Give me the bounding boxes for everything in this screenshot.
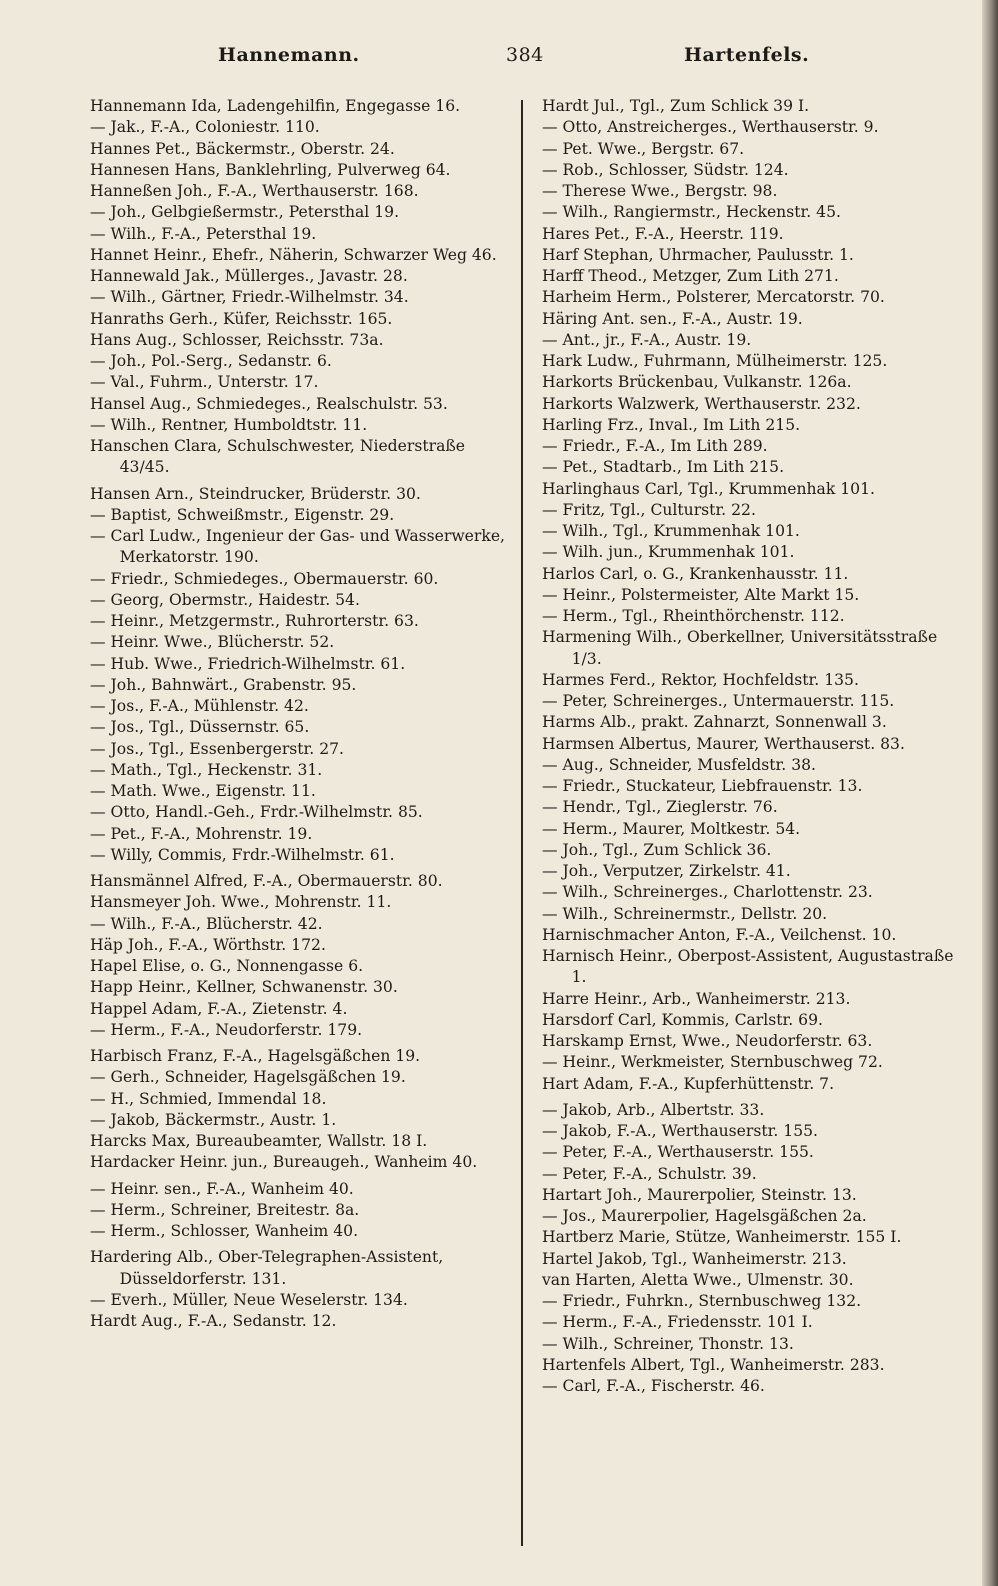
directory-entry: — H., Schmied, Immendal 18. xyxy=(90,1089,327,1108)
directory-entry: Harlos Carl, o. G., Krankenhausstr. 11. xyxy=(542,564,849,583)
directory-entry: — Peter, Schreinerges., Untermauerstr. 115. xyxy=(542,692,895,710)
directory-entry: Harmening Wilh., Oberkellner, Universitätsstraße 1/3. xyxy=(542,628,938,668)
directory-entry: — Peter, F.-A., Schulstr. 39. xyxy=(542,1164,757,1183)
directory-entry: — Jakob, Arb., Albertstr. 33. xyxy=(542,1100,765,1119)
column-divider xyxy=(521,100,523,1546)
directory-entry: — Wilh., Schreinerges., Charlottenstr. 23. xyxy=(542,883,873,902)
directory-entry: Harnischmacher Anton, F.-A., Veilchenst. 10. xyxy=(542,925,897,944)
directory-entry: Harmsen Albertus, Maurer, Werthauserst. 83. xyxy=(542,734,905,753)
directory-entry: — Jakob, F.-A., Werthauserstr. 155. xyxy=(542,1122,818,1140)
directory-entry: Harf Stephan, Uhrmacher, Paulusstr. 1. xyxy=(542,245,854,264)
directory-entry: — Wilh., Gärtner, Friedr.-Wilhelmstr. 34. xyxy=(90,288,409,307)
directory-entry: — Hendr., Tgl., Zieglerstr. 76. xyxy=(542,798,778,817)
directory-entry: — Pet., F.-A., Mohrenstr. 19. xyxy=(90,824,313,843)
directory-entry: Hannemann Ida, Ladengehilfin, Engegasse 16. xyxy=(90,97,461,115)
directory-entry: Häp Joh., F.-A., Wörthstr. 172. xyxy=(90,935,326,954)
directory-entry: Hannesen Hans, Banklehrling, Pulverweg 64. xyxy=(90,160,451,179)
directory-entry: — Val., Fuhrm., Unterstr. 17. xyxy=(90,373,319,392)
directory-entry: — Jak., F.-A., Coloniestr. 110. xyxy=(90,118,320,137)
directory-entry: — Herm., F.-A., Friedensstr. 101 I. xyxy=(542,1313,813,1332)
directory-entry: — Heinr. sen., F.-A., Wanheim 40. xyxy=(90,1179,354,1198)
directory-entry: Hartel Jakob, Tgl., Wanheimerstr. 213. xyxy=(542,1249,847,1268)
directory-entry: — Herm., F.-A., Neudorferstr. 179. xyxy=(90,1020,363,1039)
directory-entry: van Harten, Aletta Wwe., Ulmenstr. 30. xyxy=(542,1270,854,1289)
directory-entry: Hansmeyer Joh. Wwe., Mohrenstr. 11. xyxy=(90,893,392,912)
directory-entry: Hark Ludw., Fuhrmann, Mülheimerstr. 125. xyxy=(542,352,888,370)
header-left-keyword: Hannemann. xyxy=(218,44,360,66)
directory-entry: — Heinr., Polstermeister, Alte Markt 15. xyxy=(542,585,860,604)
directory-entry: — Georg, Obermstr., Haidestr. 54. xyxy=(90,590,360,609)
directory-entry: Happ Heinr., Kellner, Schwanenstr. 30. xyxy=(90,978,398,997)
directory-entry: Harnisch Heinr., Oberpost-Assistent, Augustastraße 1. xyxy=(542,947,954,987)
directory-entry: — Friedr., Stuckateur, Liebfrauenstr. 13. xyxy=(542,777,863,795)
directory-entry: — Friedr., F.-A., Im Lith 289. xyxy=(542,437,768,455)
directory-entry: — Pet. Wwe., Bergstr. 67. xyxy=(542,139,745,158)
right-column xyxy=(542,96,962,1397)
directory-entry: Harling Frz., Inval., Im Lith 215. xyxy=(542,415,801,434)
directory-entry: — Peter, F.-A., Werthauserstr. 155. xyxy=(542,1143,814,1162)
directory-entry: Harskamp Ernst, Wwe., Neudorferstr. 63. xyxy=(542,1032,873,1050)
directory-entry: Hart Adam, F.-A., Kupferhüttenstr. 7. xyxy=(542,1074,835,1093)
directory-entry: Hansen Arn., Steindrucker, Brüderstr. 30. xyxy=(90,484,421,503)
directory-entry: — Herm., Maurer, Moltkestr. 54. xyxy=(542,819,801,838)
directory-entry: — Wilh., Tgl., Krummenhak 101. xyxy=(542,522,800,540)
directory-entry: — Wilh., Schreiner, Thonstr. 13. xyxy=(542,1334,794,1353)
directory-entry: — Jakob, Bäckermstr., Austr. 1. xyxy=(90,1110,337,1129)
directory-entry: — Willy, Commis, Frdr.-Wilhelmstr. 61. xyxy=(90,845,395,864)
directory-entry: Hanneßen Joh., F.-A., Werthauserstr. 168. xyxy=(90,182,419,200)
directory-entry: — Pet., Stadtarb., Im Lith 215. xyxy=(542,458,785,477)
directory-entry: — Gerh., Schneider, Hagelsgäßchen 19. xyxy=(90,1068,406,1087)
page-binding-edge xyxy=(982,0,998,1586)
directory-entry: Hardt Aug., F.-A., Sedanstr. 12. xyxy=(90,1312,337,1330)
directory-entry: — Wilh., Schreinermstr., Dellstr. 20. xyxy=(542,904,828,923)
directory-entry: — Joh., Tgl., Zum Schlick 36. xyxy=(542,840,772,859)
directory-entry: Hartenfels Albert, Tgl., Wanheimerstr. 283. xyxy=(542,1355,885,1374)
directory-entry: — Joh., Verputzer, Zirkelstr. 41. xyxy=(542,862,791,880)
directory-entry: — Herm., Tgl., Rheinthörchenstr. 112. xyxy=(542,607,845,625)
directory-entry: — Wilh., F.-A., Petersthal 19. xyxy=(90,224,317,243)
directory-entry: Harkorts Brückenbau, Vulkanstr. 126a. xyxy=(542,373,852,392)
directory-entry: — Heinr. Wwe., Blücherstr. 52. xyxy=(90,633,335,652)
directory-entry: Hardacker Heinr. jun., Bureaugeh., Wanheim 40. xyxy=(90,1153,478,1172)
directory-entry: — Friedr., Fuhrkn., Sternbuschweg 132. xyxy=(542,1292,862,1310)
directory-entry: — Jos., Tgl., Düssernstr. 65. xyxy=(90,718,310,737)
directory-entry: Hanschen Clara, Schulschwester, Niederstraße 43/45. xyxy=(90,437,466,477)
directory-entry: — Baptist, Schweißmstr., Eigenstr. 29. xyxy=(90,505,395,524)
directory-entry: — Rob., Schlosser, Südstr. 124. xyxy=(542,160,789,179)
directory-entry: — Math., Tgl., Heckenstr. 31. xyxy=(90,760,323,779)
directory-entry: — Everh., Müller, Neue Weselerstr. 134. xyxy=(90,1290,408,1309)
directory-entry: — Aug., Schneider, Musfeldstr. 38. xyxy=(542,755,816,774)
directory-entry: Harcks Max, Bureaubeamter, Wallstr. 18 I. xyxy=(90,1132,428,1150)
directory-entry: Hardering Alb., Ober-Telegraphen-Assistent, Düsseldorferstr. 131. xyxy=(90,1248,444,1288)
directory-entry: Hannewald Jak., Müllerges., Javastr. 28. xyxy=(90,267,408,285)
directory-entry: — Ant., jr., F.-A., Austr. 19. xyxy=(542,330,752,349)
directory-entry: Hannes Pet., Bäckermstr., Oberstr. 24. xyxy=(90,139,395,158)
directory-entry: Harsdorf Carl, Kommis, Carlstr. 69. xyxy=(542,1010,823,1029)
directory-entry: — Carl Ludw., Ingenieur der Gas- und Wasserwerke, Merkatorstr. 190. xyxy=(90,527,505,567)
directory-entry: Harlinghaus Carl, Tgl., Krummenhak 101. xyxy=(542,479,875,498)
directory-entry: Hardt Jul., Tgl., Zum Schlick 39 I. xyxy=(542,97,810,115)
directory-entry: Hans Aug., Schlosser, Reichsstr. 73a. xyxy=(90,330,384,349)
left-column xyxy=(90,96,510,1332)
directory-entry: — Joh., Pol.-Serg., Sedanstr. 6. xyxy=(90,352,332,370)
directory-entry: Harkorts Walzwerk, Werthauserstr. 232. xyxy=(542,394,861,413)
directory-entry: — Otto, Handl.-Geh., Frdr.-Wilhelmstr. 85. xyxy=(90,803,423,822)
directory-entry: — Herm., Schlosser, Wanheim 40. xyxy=(90,1222,359,1240)
directory-entry: Häring Ant. sen., F.-A., Austr. 19. xyxy=(542,309,803,328)
directory-entry: — Wilh., Rentner, Humboldtstr. 11. xyxy=(90,415,368,434)
directory-entry: — Heinr., Werkmeister, Sternbuschweg 72. xyxy=(542,1053,883,1072)
directory-entry: Hartberz Marie, Stütze, Wanheimerstr. 155 I. xyxy=(542,1228,902,1247)
directory-entry: — Wilh., F.-A., Blücherstr. 42. xyxy=(90,914,323,933)
directory-entry: — Hub. Wwe., Friedrich-Wilhelmstr. 61. xyxy=(90,654,406,673)
directory-entry: Hapel Elise, o. G., Nonnengasse 6. xyxy=(90,957,364,975)
directory-entry: Harre Heinr., Arb., Wanheimerstr. 213. xyxy=(542,989,851,1008)
directory-entry: — Therese Wwe., Bergstr. 98. xyxy=(542,182,778,200)
directory-entry: Hanraths Gerh., Küfer, Reichsstr. 165. xyxy=(90,309,393,328)
directory-entry: — Carl, F.-A., Fischerstr. 46. xyxy=(542,1377,765,1395)
directory-entry: — Friedr., Schmiedeges., Obermauerstr. 60. xyxy=(90,569,439,588)
directory-entry: Hansel Aug., Schmiedeges., Realschulstr. 53. xyxy=(90,394,448,413)
directory-entry: — Otto, Anstreicherges., Werthauserstr. 9. xyxy=(542,118,879,137)
directory-entry: Harff Theod., Metzger, Zum Lith 271. xyxy=(542,267,839,285)
directory-entry: Hares Pet., F.-A., Heerstr. 119. xyxy=(542,224,784,243)
directory-entry: — Joh., Gelbgießermstr., Petersthal 19. xyxy=(90,203,400,222)
page-header xyxy=(88,44,968,78)
directory-entry: — Wilh., Rangiermstr., Heckenstr. 45. xyxy=(542,203,841,222)
directory-entry: — Herm., Schreiner, Breitestr. 8a. xyxy=(90,1200,360,1219)
directory-entry: Hannet Heinr., Ehefr., Näherin, Schwarzer Weg 46. xyxy=(90,245,497,264)
directory-entry: Harmes Ferd., Rektor, Hochfeldstr. 135. xyxy=(542,670,859,689)
directory-entry: — Heinr., Metzgermstr., Ruhrorterstr. 63. xyxy=(90,612,419,630)
directory-entry: — Jos., F.-A., Mühlenstr. 42. xyxy=(90,697,309,715)
directory-entry: Happel Adam, F.-A., Zietenstr. 4. xyxy=(90,999,348,1018)
directory-entry: Harheim Herm., Polsterer, Mercatorstr. 70. xyxy=(542,288,885,307)
directory-entry: Harms Alb., prakt. Zahnarzt, Sonnenwall 3. xyxy=(542,713,887,732)
directory-entry: — Jos., Tgl., Essenbergerstr. 27. xyxy=(90,739,345,758)
directory-entry: Harbisch Franz, F.-A., Hagelsgäßchen 19. xyxy=(90,1047,421,1065)
directory-entry: — Math. Wwe., Eigenstr. 11. xyxy=(90,782,316,800)
page-number: 384 xyxy=(506,44,544,66)
header-right-keyword: Hartenfels. xyxy=(684,44,810,66)
directory-entry: Hansmännel Alfred, F.-A., Obermauerstr. 80. xyxy=(90,872,443,890)
directory-entry: — Jos., Maurerpolier, Hagelsgäßchen 2a. xyxy=(542,1207,867,1225)
directory-entry: — Wilh. jun., Krummenhak 101. xyxy=(542,543,795,562)
directory-entry: — Fritz, Tgl., Culturstr. 22. xyxy=(542,500,756,519)
directory-entry: — Joh., Bahnwärt., Grabenstr. 95. xyxy=(90,675,357,694)
directory-entry: Hartart Joh., Maurerpolier, Steinstr. 13. xyxy=(542,1185,857,1204)
